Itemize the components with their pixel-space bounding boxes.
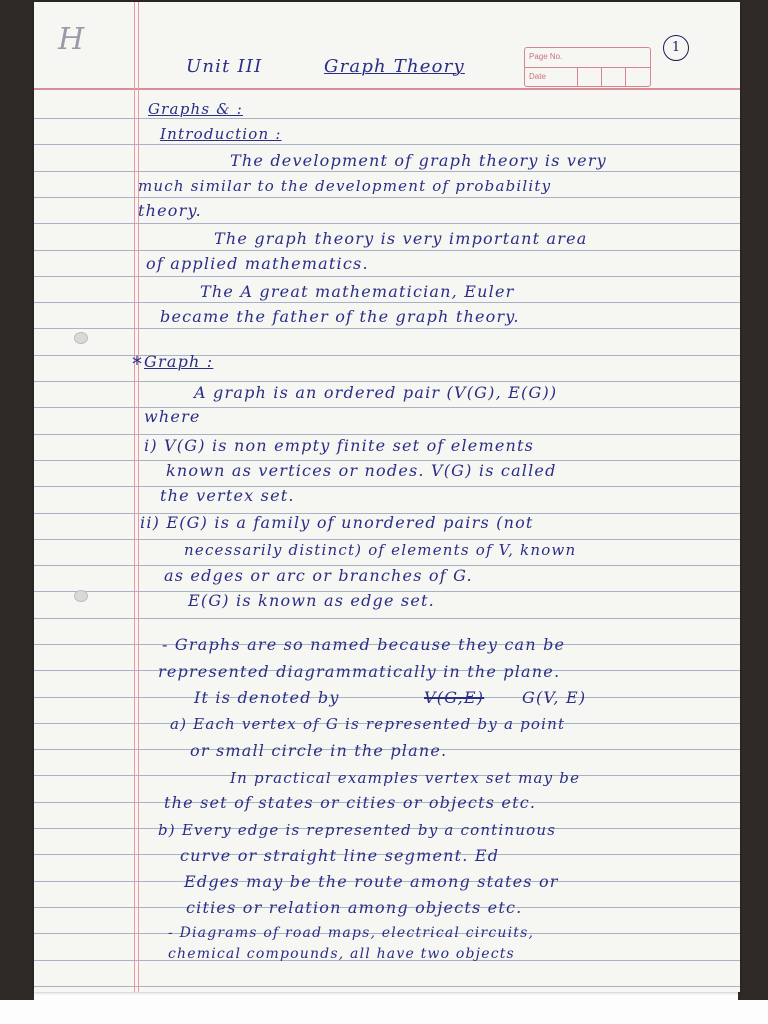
ruled-line (34, 223, 740, 224)
date-row (525, 67, 650, 87)
binder-hole (74, 590, 88, 602)
text-line: In practical examples vertex set may be (230, 769, 581, 787)
margin-line-left-1 (134, 2, 135, 992)
text-line: G(V, E) (522, 688, 587, 707)
text-line: chemical compounds, all have two objects (168, 946, 515, 962)
text-line: the set of states or cities or objects etc. (164, 793, 537, 812)
text-line: cities or relation among objects etc. (186, 898, 523, 917)
margin-line-left-2 (138, 2, 139, 992)
text-line: It is denoted by (194, 688, 340, 707)
desk-edge-left (0, 0, 34, 1000)
text-line: known as vertices or nodes. V(G) is called (166, 461, 557, 480)
text-line: the vertex set. (160, 486, 295, 505)
ruled-line (34, 434, 740, 435)
corner-mark: H (58, 22, 85, 57)
header-rule (34, 88, 740, 90)
text-line: or small circle in the plane. (190, 741, 448, 760)
ruled-line (34, 697, 740, 698)
page-no-label: Page No. (529, 52, 563, 61)
ruled-line (34, 197, 740, 198)
ruled-line (34, 328, 740, 329)
ruled-line (34, 276, 740, 277)
ruled-line (34, 302, 740, 303)
text-line: of applied mathematics. (146, 254, 369, 273)
text-line: E(G) is known as edge set. (188, 591, 435, 610)
unit-label: Unit III (186, 56, 263, 77)
text-line: b) Every edge is represented by a continuous (158, 821, 557, 839)
text-line: where (144, 407, 201, 426)
ruled-line (34, 118, 740, 119)
date-cell-divider (601, 68, 602, 87)
text-line: a) Each vertex of G is represented by a point (170, 715, 566, 733)
text-line: The A great mathematician, Euler (200, 282, 515, 301)
date-cell-divider (625, 68, 626, 87)
ruled-line (34, 381, 740, 382)
page-title: Graph Theory (324, 56, 465, 77)
desk-edge-right (738, 0, 768, 1000)
notebook-page (34, 2, 740, 992)
text-line: - Diagrams of road maps, electrical circuits, (168, 925, 535, 941)
text-line: The development of graph theory is very (230, 151, 607, 170)
ruled-line (34, 250, 740, 251)
page-no-row (525, 48, 650, 67)
date-cell-divider (577, 68, 578, 87)
text-line: as edges or arc or branches of G. (164, 566, 473, 585)
text-line: Edges may be the route among states or (184, 872, 559, 891)
text-line: became the father of the graph theory. (160, 307, 520, 326)
ruled-line (34, 407, 740, 408)
text-line: A graph is an ordered pair (V(G), E(G)) (194, 383, 558, 402)
text-line: theory. (138, 201, 202, 220)
text-line: curve or straight line segment. Ed (180, 846, 500, 865)
text-line: much similar to the development of probability (138, 177, 552, 195)
bullet-marker: * (132, 352, 142, 376)
date-label: Date (529, 72, 546, 81)
ruled-line (34, 618, 740, 619)
ruled-line (34, 986, 740, 987)
ruled-line (34, 486, 740, 487)
binder-hole (74, 332, 88, 344)
page-number-box (524, 47, 651, 87)
struck-text: V(G,E) (424, 688, 485, 707)
text-line: The graph theory is very important area (214, 229, 588, 248)
ruled-line (34, 144, 740, 145)
text-line: i) V(G) is non empty finite set of elements (144, 436, 535, 455)
heading-graphs: Graphs & : (148, 100, 243, 118)
heading-introduction: Introduction : (160, 125, 282, 143)
page-number-circle: 1 (663, 35, 689, 61)
text-line: necessarily distinct) of elements of V, known (184, 541, 577, 559)
text-line: - Graphs are so named because they can be (162, 635, 566, 654)
text-line: ii) E(G) is a family of unordered pairs (not (140, 513, 534, 532)
heading-graph: Graph : (144, 352, 214, 371)
text-line: represented diagrammatically in the plane. (158, 662, 561, 681)
ruled-line (34, 171, 740, 172)
